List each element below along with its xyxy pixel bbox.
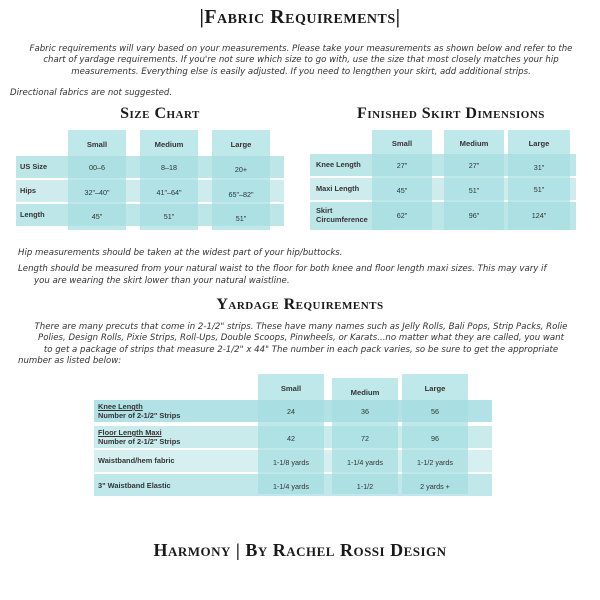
yardage-row-label-line: Number of 2-1/2" Strips xyxy=(98,410,181,420)
yardage-row-label xyxy=(98,429,180,446)
yardage-cell: 36 xyxy=(361,407,369,416)
size-cell: 00–6 xyxy=(89,163,105,172)
yardage-intro xyxy=(12,322,590,368)
skirt-cell: 45" xyxy=(396,186,408,195)
yardage-cell: 1-1/8 yards xyxy=(273,458,309,467)
skirt-cell: 124" xyxy=(531,211,547,220)
yardage-cell: 42 xyxy=(287,434,295,443)
intro-line: measurements. Everything else is easily adjusted. If you need to lengthen your skirt, add additional strips. xyxy=(71,66,531,77)
yardage-intro-line: to get a package of strips that measure 2-1/2" x 44" The number in each pack varies, so be sure to get the appropriate xyxy=(43,344,559,355)
finished-skirt-title: Finished Skirt Dimensions xyxy=(357,105,545,122)
intro-line: Fabric requirements will vary based on your measurements. Please take your measurements as shown below and refer to the xyxy=(29,44,573,54)
skirt-row-label xyxy=(316,207,368,224)
yardage-cell: 72 xyxy=(361,434,369,443)
size-chart-table xyxy=(16,128,284,234)
yardage-cell: 1-1/4 yards xyxy=(273,482,309,491)
yardage-cell: 1-1/2 yards xyxy=(417,458,453,467)
skirt-cell: 51" xyxy=(468,186,480,195)
size-row-label: Length xyxy=(20,210,45,219)
finished-skirt-table xyxy=(310,128,586,234)
size-cell: 32"–40" xyxy=(84,188,110,197)
size-cell: 20+ xyxy=(234,165,248,174)
yardage-row-label-line: Knee Length xyxy=(98,402,143,411)
skirt-cell: 31" xyxy=(533,163,545,172)
size-cell: 51" xyxy=(163,212,175,221)
note-line: Length should be measured from your natural waist to the floor for both knee and floor length maxi sizes. This may vary if xyxy=(18,264,547,275)
skirt-cell: 62" xyxy=(396,211,408,220)
footer-brand: Harmony | By Rachel Rossi Design xyxy=(153,540,447,560)
skirt-cell: 51" xyxy=(533,185,545,194)
yardage-intro-line: There are many precuts that come in 2-1/2" strips. These have many names such as Jelly Rolls, Bali Pops, Strip Packs, Rolie xyxy=(34,322,568,332)
skirt-col-header: Medium xyxy=(459,139,489,148)
size-cell: 65"–82" xyxy=(228,190,254,199)
size-cell: 51" xyxy=(235,214,247,223)
yardage-title: Yardage Requirements xyxy=(216,296,384,313)
yardage-row-label-line: Floor Length Maxi xyxy=(98,428,162,437)
size-row-label: Hips xyxy=(20,186,37,195)
directional-note: Directional fabrics are not suggested. xyxy=(10,88,173,98)
yardage-row-label-line: Number of 2-1/2" Strips xyxy=(98,436,181,446)
yardage-intro-line: number as listed below: xyxy=(18,356,122,367)
skirt-row-label: Maxi Length xyxy=(316,184,360,193)
yardage-table xyxy=(94,372,494,498)
yardage-row-label xyxy=(98,403,180,420)
note-line: you are wearing the skirt lower than your natural waistline. xyxy=(34,275,290,286)
yardage-cell: 24 xyxy=(287,407,295,416)
yardage-intro-line: Polies, Design Rolls, Pixie Strips, Roll-Ups, Double Scoops, Pinwheels, or Karats...no matter what they are called, you want xyxy=(38,333,564,344)
skirt-cell: 27" xyxy=(468,161,480,170)
yardage-cell: 96 xyxy=(431,434,439,443)
yardage-col-header: Large xyxy=(424,384,446,393)
size-row-label: US Size xyxy=(20,162,48,171)
yardage-row-label: Waistband/hem fabric xyxy=(98,456,175,465)
skirt-col-header: Large xyxy=(528,139,550,148)
size-col-header: Medium xyxy=(154,140,184,149)
skirt-cell: 27" xyxy=(396,161,408,170)
skirt-row-label: Knee Length xyxy=(316,160,361,169)
yardage-cell: 1-1/2 xyxy=(356,482,374,491)
skirt-row-label-line: Circumference xyxy=(316,214,368,224)
yardage-col-header: Medium xyxy=(350,388,380,397)
skirt-row-label-line: Skirt xyxy=(316,206,333,215)
yardage-cell: 56 xyxy=(431,407,439,416)
size-chart-title: Size Chart xyxy=(120,105,200,122)
size-col-header: Small xyxy=(86,140,108,149)
size-cell: 45" xyxy=(91,212,103,221)
size-cell: 41"–64" xyxy=(156,188,182,197)
note-line: Hip measurements should be taken at the widest part of your hip/buttocks. xyxy=(18,248,343,258)
skirt-col-header: Small xyxy=(391,139,413,148)
yardage-cell: 2 yards + xyxy=(420,482,450,491)
yardage-row-label: 3" Waistband Elastic xyxy=(98,481,171,490)
page-title: |Fabric Requirements| xyxy=(199,6,401,28)
size-cell: 8–18 xyxy=(161,163,177,172)
yardage-col-header: Small xyxy=(280,384,302,393)
yardage-cell: 1-1/4 yards xyxy=(347,458,383,467)
intro-line: chart of yardage requirements. If you're not sure which size to go with, use the size that most closely matches your hip xyxy=(43,55,559,66)
size-col-header: Large xyxy=(230,140,252,149)
intro-paragraph xyxy=(10,44,592,78)
measurement-notes xyxy=(18,248,588,287)
skirt-cell: 96" xyxy=(468,211,480,220)
